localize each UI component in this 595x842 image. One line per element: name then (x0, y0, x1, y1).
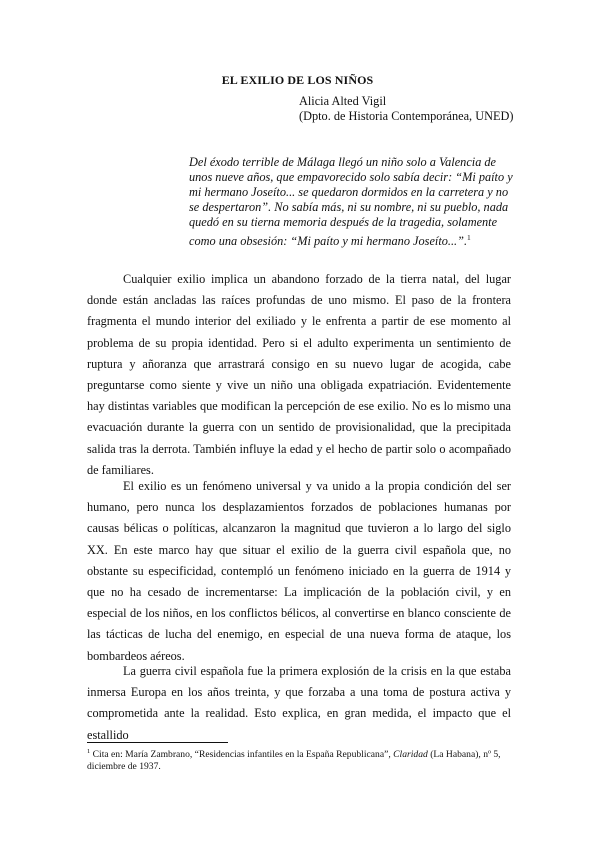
footnote-text-after: (La Habana), nº 5, diciembre de 1937. (87, 749, 501, 773)
author-affiliation: (Dpto. de Historia Contemporánea, UNED) (299, 109, 514, 123)
paragraph-text: El exilio es un fenómeno universal y va unido a la propia condición del ser humano, pero nunca los desplazamientos forzados de poblaciones humanas por causas bélicas o políticas, alcanzaron la magnitud que tuvieron a lo largo del siglo XX. En este marco hay que situar el exilio de la guerra civil española que, no obstante su especificidad, contempló un fenómeno iniciado en la guerra de 1914 y que no ha cesado de incrementarse: La implicación de la población civil, y en especial de los niños, en los conflictos bélicos, al convertirse en blanco consciente de las tácticas de lucha del enemigo, en especial de una nueva forma de ataque, los bombardeos aéreos. (87, 479, 511, 663)
body-paragraph (87, 476, 511, 667)
epigraph (189, 155, 519, 250)
footnote-mark: 1 (87, 748, 91, 755)
footnote-separator (87, 742, 228, 743)
body-paragraph (87, 661, 511, 746)
body-paragraph (87, 269, 511, 481)
footnote-journal: Claridad (393, 749, 428, 761)
epigraph-text: Del éxodo terrible de Málaga llegó un niño solo a Valencia de unos nueve años, que empavorecido solo sabía decir: “Mi paíto y mi hermano Joseíto... se quedaron dormidos en la carretera y no se despertaron”. No sabía más, ni su nombre, ni su pueblo, nada quedó en su tierna memoria después de la tragedia, solamente como una obsesión: “Mi paíto y mi hermano Joseíto...”. (189, 155, 513, 249)
paragraph-text: La guerra civil española fue la primera explosión de la crisis en la que estaba inmersa Europa en los años treinta, y que forzaba a una toma de postura activa y comprometida ante la realidad. Esto explica, en gran medida, el impacto que el estallido (87, 664, 511, 742)
footnote (87, 746, 511, 773)
document-title: EL EXILIO DE LOS NIÑOS (221, 73, 374, 87)
footnote-text-before: Cita en: María Zambrano, “Residencias infantiles en la España Republicana”, (90, 749, 394, 761)
author-block (299, 94, 513, 124)
paragraph-text: Cualquier exilio implica un abandono forzado de la tierra natal, del lugar donde están ancladas las raíces profundas de uno mismo. El paso de la frontera fragmenta el mundo interior del exiliado y le enfrenta a partir de ese momento al problema de su propia identidad. Pero si el adulto experimenta un sentimiento de ruptura y añoranza que arrastrará consigo en su nuevo lugar de acogida, cabe preguntarse como siente y vive un niño una obligada expatriación. Evidentemente hay distintas variables que modifican la percepción de ese exilio. No es lo mismo una evacuación durante la guerra con un sentido de provisionalidad, que la precipitada salida tras la derrota. También influye la edad y el hecho de partir solo o acompañado de familiares. (87, 272, 511, 477)
author-name: Alicia Alted Vigil (299, 94, 387, 108)
epigraph-footnote-mark: 1 (467, 233, 471, 243)
